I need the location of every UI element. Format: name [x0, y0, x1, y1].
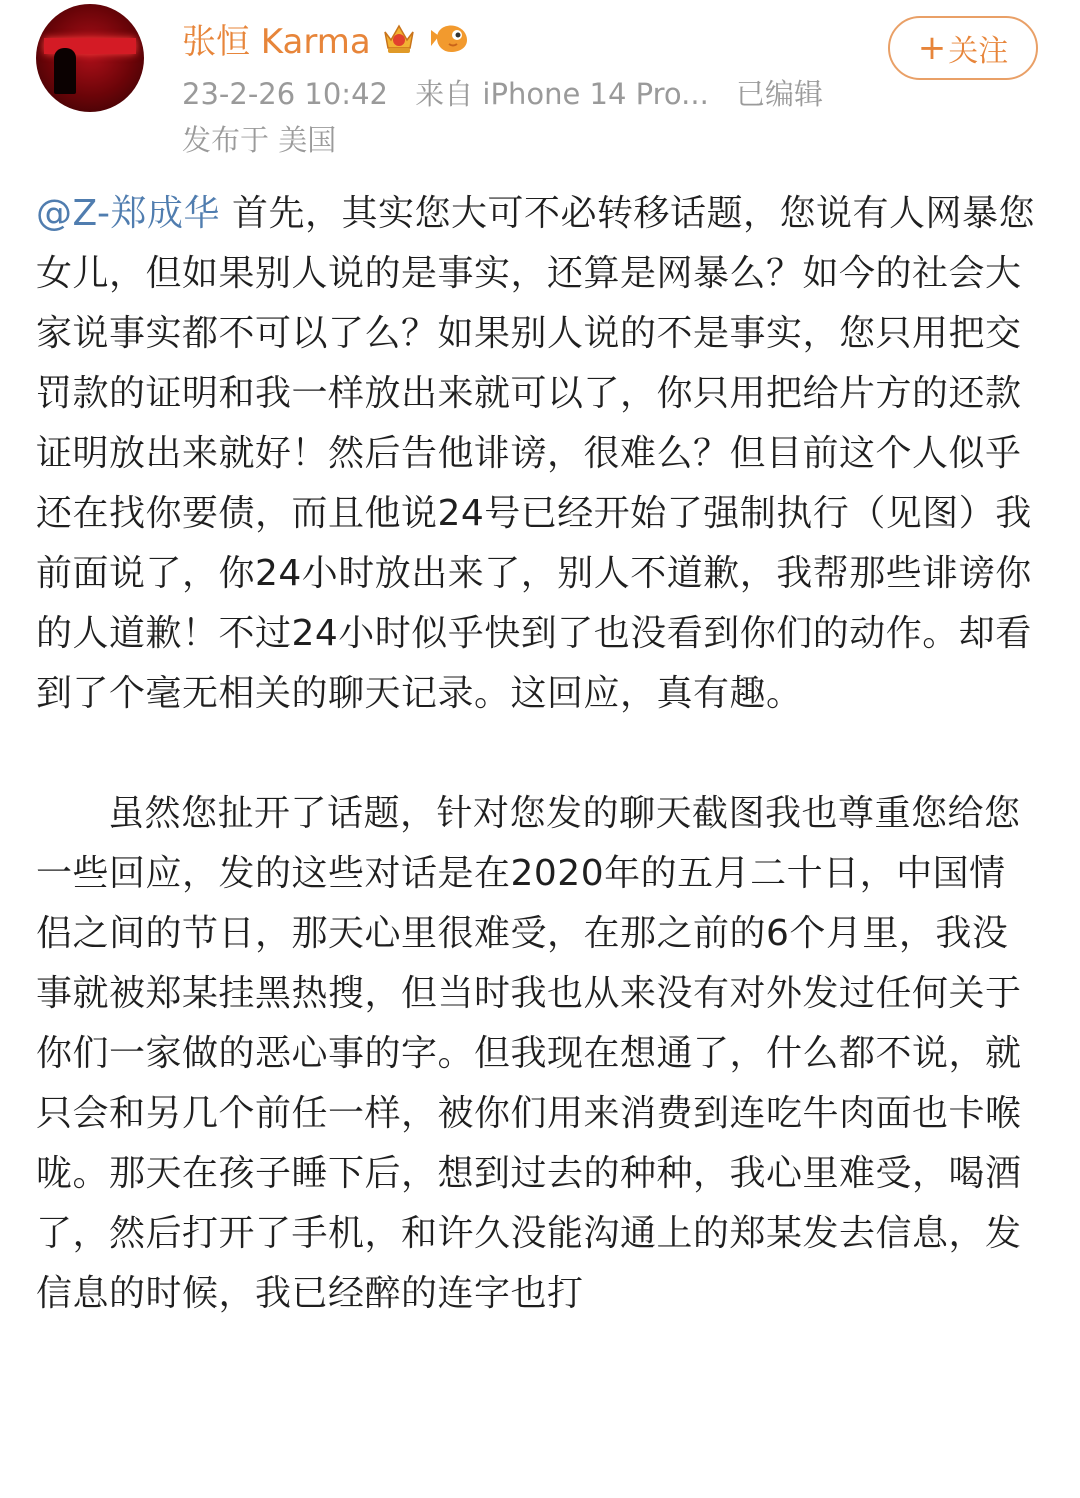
username-row: [182, 10, 473, 66]
post-body: [36, 184, 1036, 1324]
post-source: 来自 iPhone 14 Pro...: [415, 77, 709, 111]
edited-label[interactable]: 已编辑: [736, 77, 824, 111]
post-header: [0, 0, 1080, 160]
pufferfish-icon[interactable]: [427, 18, 473, 58]
follow-button[interactable]: [888, 16, 1038, 80]
follow-label: 关注: [948, 34, 1009, 69]
avatar-figure: [54, 48, 76, 94]
mention-link[interactable]: @Z-郑成华: [36, 193, 221, 234]
post-paragraph-2: 虽然您扯开了话题，针对您发的聊天截图我也尊重您给您一些回应，发的这些对话是在2020年的五月二十日，中国情侣之间的节日，那天心里很难受，在那之前的6个月里，我没事就被郑某挂黑热搜，但当时我也从来没有对外发过任何关于你们一家做的恶心事的字。但我现在想通了，什么都不说，就只会和另几个前任一样，被你们用来消费到连吃牛肉面也卡喉咙。那天在孩子睡下后，想到过去的种种，我心里难受，喝酒了，然后打开了手机，和许久没能沟通上的郑某发去信息，发信息的时候，我已经醉的连字也打: [36, 793, 1022, 1314]
plus-icon: +: [917, 28, 947, 68]
crown-vip-icon[interactable]: [379, 18, 419, 58]
username[interactable]: 张恒 Karma: [182, 21, 371, 62]
post-meta: [182, 72, 841, 113]
post-timestamp: 23-2-26 10:42: [182, 77, 388, 111]
post-location: 发布于 美国: [182, 123, 337, 157]
post-paragraph-1: [36, 184, 1036, 724]
avatar[interactable]: [36, 4, 144, 112]
post-paragraph-1-text: 首先，其实您大可不必转移话题，您说有人网暴您女儿，但如果别人说的是事实，还算是网暴么？如今的社会大家说事实都不可以了么？如果别人说的不是事实，您只用把交罚款的证明和我一样放出来就可以了，你只用把给片方的还款证明放出来就好！然后告他诽谤，很难么？但目前这个人似乎还在找你要债，而且他说24号已经开始了强制执行（见图）我前面说了，你24小时放出来了，别人不道歉，我帮那些诽谤你的人道歉！不过24小时似乎快到了也没看到你们的动作。却看到了个毫无相关的聊天记录。这回应，真有趣。: [36, 193, 1035, 714]
